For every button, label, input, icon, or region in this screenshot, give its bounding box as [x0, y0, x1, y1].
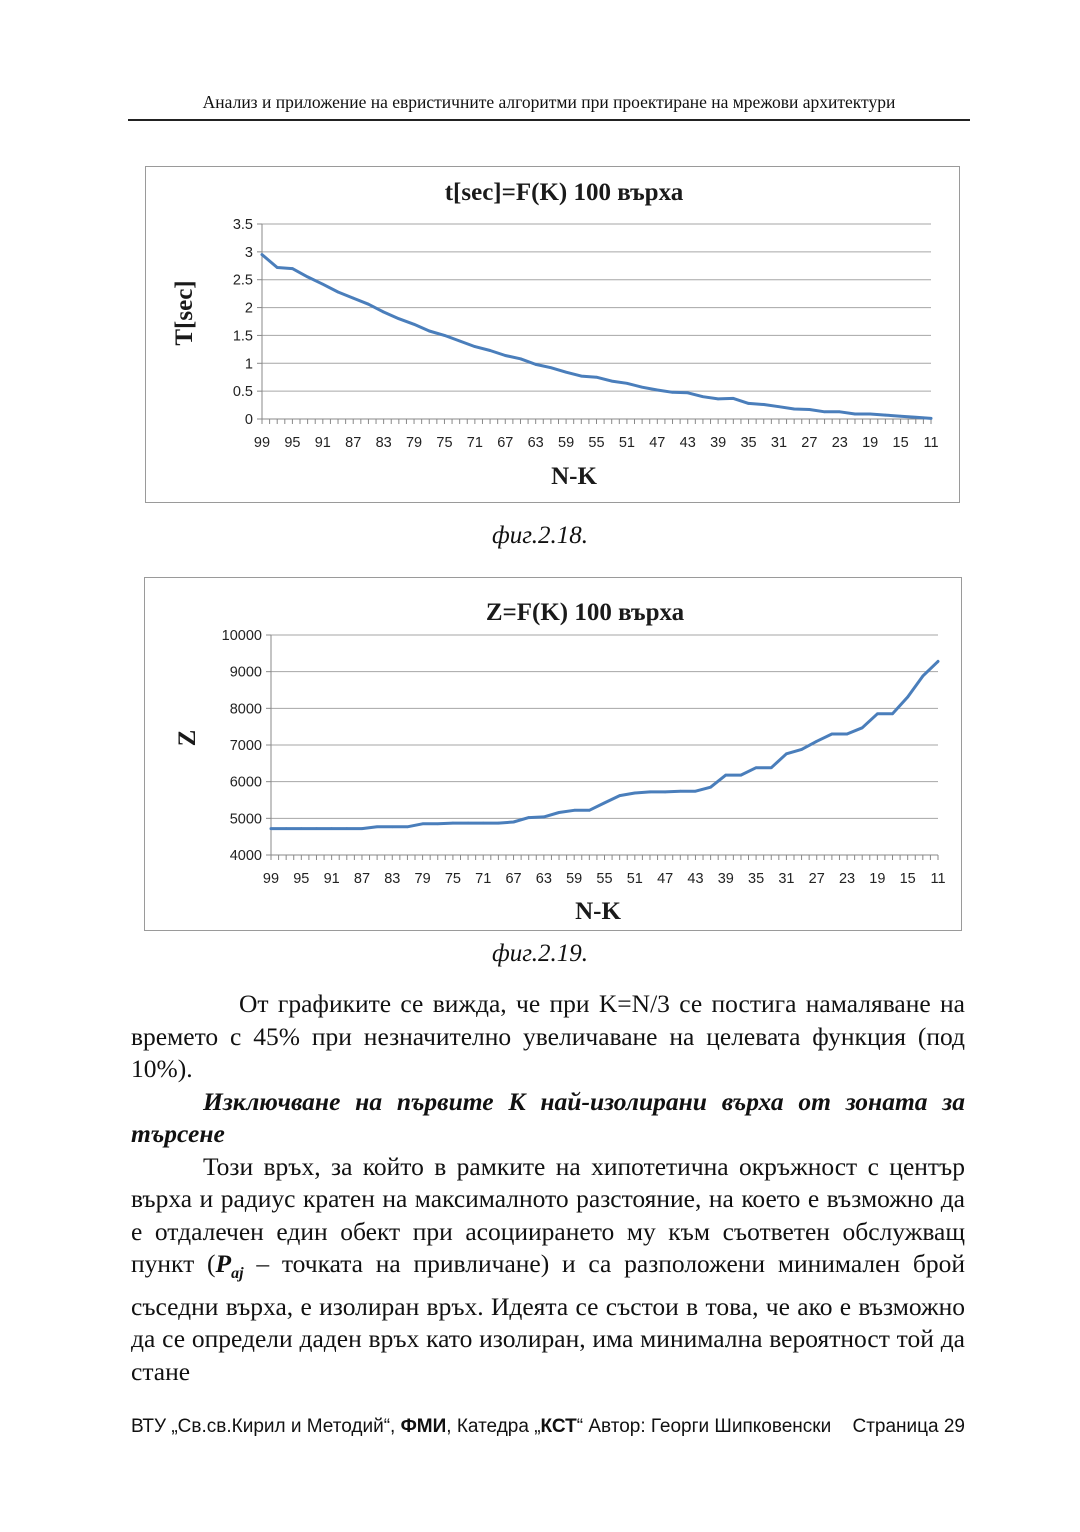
data-point — [740, 774, 743, 777]
x-tick-label: 15 — [892, 435, 909, 451]
page-footer — [131, 1416, 965, 1438]
data-point — [854, 413, 857, 416]
x-tick-label: 63 — [535, 871, 552, 887]
x-tick-label: 79 — [405, 435, 423, 451]
x-tick-label: 51 — [618, 435, 635, 451]
data-point — [406, 826, 409, 829]
x-tick-label: 71 — [466, 435, 483, 451]
data-point — [276, 266, 279, 269]
data-point — [930, 417, 933, 420]
x-tick-label: 67 — [497, 435, 514, 451]
data-point — [497, 822, 500, 825]
data-point — [763, 403, 766, 406]
data-point — [346, 827, 349, 830]
x-tick-label: 79 — [414, 871, 431, 887]
data-point — [398, 317, 401, 320]
data-point — [610, 380, 613, 383]
pa-symbol — [215, 1249, 244, 1283]
footer-dept: КСТ — [540, 1416, 577, 1437]
x-tick-label: 83 — [375, 435, 392, 451]
y-tick-label: 4000 — [229, 848, 262, 864]
y-tick-label: 0 — [244, 412, 253, 428]
x-tick-label: 43 — [679, 435, 696, 451]
y-tick-label: 9000 — [229, 664, 262, 681]
data-point — [747, 402, 750, 405]
data-point — [899, 415, 902, 418]
data-point — [437, 823, 440, 826]
paragraph-conclusion: От графиките се вижда, че при K=N/3 се постига намаляване на времето с 45% при незначително увеличаване на целевата функция (под 10%). — [131, 989, 965, 1083]
data-point — [641, 386, 644, 389]
paragraph-part-2: – точката на привличане) и са разположени минимален брой съседни върха, е изолиран връх. Идеята се състои в това, че ако е възможно да се определи даден връх като изолиран, има минимална вероятност той да стане — [131, 1249, 966, 1386]
data-point — [413, 323, 416, 326]
data-point — [376, 826, 379, 829]
x-tick-label: 31 — [778, 871, 795, 887]
data-point — [808, 408, 811, 411]
data-point — [261, 253, 264, 256]
x-tick-label: 59 — [566, 871, 583, 887]
data-point — [869, 413, 872, 416]
data-point — [823, 411, 826, 414]
x-axis-title: N-K — [551, 463, 597, 490]
x-tick-label: 67 — [505, 871, 522, 887]
data-point — [352, 297, 355, 300]
x-tick-label: 95 — [284, 435, 301, 451]
data-point — [831, 733, 834, 736]
data-point — [489, 349, 492, 352]
data-point — [558, 811, 561, 814]
data-point — [603, 802, 606, 805]
x-tick-label: 23 — [831, 435, 848, 451]
data-point — [664, 791, 667, 794]
x-tick-label: 35 — [740, 435, 757, 451]
x-tick-label: 47 — [649, 435, 666, 451]
data-point — [686, 392, 689, 395]
data-point — [337, 291, 340, 294]
x-tick-label: 75 — [436, 435, 453, 451]
data-point — [527, 816, 530, 819]
data-point — [915, 416, 918, 419]
y-tick-label: 8000 — [229, 701, 262, 718]
y-tick-label: 7000 — [229, 738, 262, 754]
x-tick-label: 87 — [353, 871, 371, 887]
data-point — [839, 411, 842, 414]
data-point — [519, 358, 522, 361]
paragraph-isolated-vertex — [131, 1151, 965, 1389]
data-point — [702, 395, 705, 398]
data-point — [595, 376, 598, 379]
data-point — [565, 371, 568, 374]
data-point — [785, 753, 788, 756]
x-tick-label: 23 — [838, 871, 856, 887]
x-tick-label: 83 — [384, 871, 401, 887]
body-text — [131, 988, 965, 1388]
x-tick-label: 99 — [262, 871, 280, 887]
x-tick-label: 47 — [657, 871, 674, 887]
data-point — [550, 366, 553, 369]
figure-caption-2-19: фиг.2.19. — [492, 940, 588, 967]
y-tick-label: 6000 — [229, 774, 262, 791]
data-point — [322, 283, 325, 286]
data-point — [770, 766, 773, 769]
data-point — [861, 727, 864, 730]
x-tick-label: 11 — [930, 871, 946, 887]
data-point — [428, 330, 431, 333]
data-point — [458, 340, 461, 343]
data-point — [306, 276, 309, 279]
x-tick-label: 87 — [345, 435, 362, 451]
data-point — [270, 827, 273, 830]
x-tick-label: 15 — [899, 871, 916, 887]
data-point — [800, 748, 803, 751]
chart-objective — [144, 577, 962, 931]
y-tick-label: 0.5 — [232, 384, 253, 401]
data-point — [755, 766, 758, 769]
data-point — [588, 809, 591, 812]
chart-title: t[sec]=F(K) 100 върха — [444, 179, 684, 206]
data-point — [876, 713, 879, 716]
data-point — [634, 792, 637, 795]
x-tick-label: 71 — [475, 871, 492, 887]
running-header: Анализ и приложение на евристичните алгоритми при проектиране на мрежови архитектури — [128, 92, 970, 121]
data-point — [300, 827, 303, 830]
data-point — [391, 826, 394, 829]
x-tick-label: 91 — [314, 435, 331, 451]
data-point — [717, 398, 720, 401]
data-point — [732, 397, 735, 400]
x-axis-title: N-K — [575, 898, 621, 925]
data-point — [467, 822, 470, 825]
data-point — [543, 816, 546, 819]
data-point — [573, 809, 576, 812]
y-tick-label: 3.5 — [232, 217, 253, 233]
y-axis-title: T[sec] — [171, 280, 198, 346]
data-point — [504, 354, 507, 357]
y-tick-label: 2.5 — [232, 272, 253, 289]
chart-time-svg — [146, 167, 959, 502]
x-tick-label: 11 — [923, 435, 939, 451]
data-point — [291, 267, 294, 270]
x-tick-label: 75 — [444, 871, 461, 887]
data-point — [778, 405, 781, 408]
data-point — [618, 794, 621, 797]
data-point — [709, 786, 712, 789]
x-tick-label: 39 — [710, 435, 727, 451]
data-point — [656, 389, 659, 392]
data-point — [361, 827, 364, 830]
data-point — [793, 408, 796, 411]
data-point — [452, 822, 455, 825]
footer-page-number: Страница 29 — [852, 1416, 965, 1437]
x-tick-label: 51 — [626, 871, 643, 887]
x-tick-label: 63 — [527, 435, 544, 451]
pa-subscript: aj — [231, 1265, 244, 1283]
x-tick-label: 59 — [558, 435, 575, 451]
data-point — [534, 363, 537, 366]
data-point — [580, 375, 583, 378]
data-point — [443, 334, 446, 337]
x-tick-label: 19 — [869, 871, 886, 887]
x-tick-label: 35 — [748, 871, 765, 887]
chart-objective-svg — [145, 578, 961, 930]
chart-time — [145, 166, 960, 503]
data-point — [679, 790, 682, 793]
section-title: Изключване на първите К най-изолирани върха от зоната за търсене — [131, 1086, 965, 1148]
footer-faculty: ФМИ — [400, 1416, 447, 1437]
data-point — [694, 790, 697, 793]
footer-author: “ Автор: Георги Шипковенски — [576, 1416, 832, 1437]
data-point — [474, 345, 477, 348]
y-axis-title: Z — [174, 729, 201, 747]
data-point — [315, 827, 318, 830]
x-tick-label: 55 — [588, 435, 605, 451]
data-point — [884, 414, 887, 417]
data-point — [922, 675, 925, 678]
x-tick-label: 39 — [717, 871, 734, 887]
data-point — [937, 660, 940, 663]
data-point — [285, 827, 288, 830]
y-tick-label: 1.5 — [232, 328, 253, 345]
x-tick-label: 95 — [293, 871, 310, 887]
data-point — [671, 391, 674, 394]
x-tick-label: 91 — [323, 871, 340, 887]
x-tick-label: 27 — [808, 871, 825, 887]
data-point — [906, 696, 909, 699]
footer-university: ВТУ „Св.св.Кирил и Методий“, — [131, 1416, 396, 1437]
y-tick-label: 3 — [244, 244, 253, 261]
footer-affiliation — [131, 1416, 831, 1438]
y-tick-label: 1 — [244, 356, 253, 373]
y-tick-label: 10000 — [221, 628, 262, 644]
data-point — [367, 303, 370, 306]
chart-title: Z=F(K) 100 върха — [485, 599, 685, 626]
x-tick-label: 19 — [862, 435, 879, 451]
figure-caption-2-18: фиг.2.18. — [492, 522, 588, 549]
data-point — [725, 774, 728, 777]
data-point — [846, 733, 849, 736]
data-point — [815, 740, 818, 743]
data-point — [482, 822, 485, 825]
x-tick-label: 99 — [253, 435, 271, 451]
data-point — [421, 823, 424, 826]
footer-dept-prefix: , Катедра „ — [446, 1416, 541, 1437]
pa-letter: P — [215, 1249, 232, 1278]
data-point — [626, 382, 629, 385]
y-tick-label: 5000 — [229, 811, 262, 828]
paragraph-part-1: Този връх, за който в рамките на хипотетична окръжност с център върха и радиус кратен на максималното разстояние, на което е възможно да е отдалечен един обект при асоциирането му към съответен обслужващ пункт ( — [131, 1151, 965, 1278]
series-line — [262, 255, 931, 419]
data-point — [649, 791, 652, 794]
data-point — [382, 311, 385, 314]
x-tick-label: 43 — [687, 871, 704, 887]
data-point — [512, 821, 515, 824]
x-tick-label: 27 — [801, 435, 818, 451]
x-tick-label: 55 — [596, 871, 613, 887]
y-tick-label: 2 — [244, 300, 253, 317]
data-point — [891, 713, 894, 716]
data-point — [330, 827, 333, 830]
x-tick-label: 31 — [770, 435, 788, 451]
